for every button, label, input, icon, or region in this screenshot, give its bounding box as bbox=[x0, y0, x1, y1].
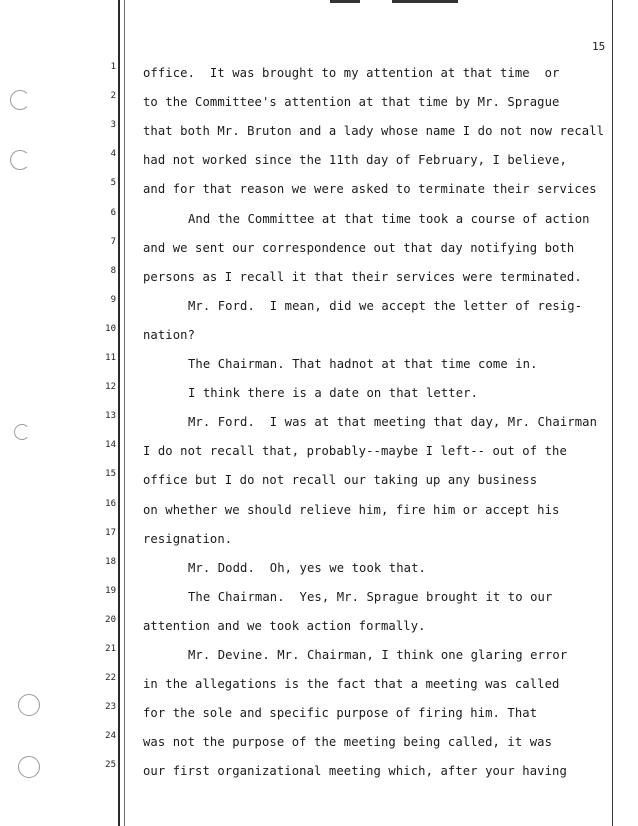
transcript-line: that both Mr. Bruton and a lady whose name I do not now recall bbox=[143, 124, 605, 139]
transcript-line: I do not recall that, probably--maybe I left-- out of the bbox=[143, 444, 567, 459]
line-number: 1 bbox=[110, 62, 116, 72]
punch-hole-mark bbox=[18, 694, 40, 716]
top-edge-mark bbox=[330, 0, 360, 3]
punch-hole-mark bbox=[10, 90, 30, 110]
line-number: 24 bbox=[105, 731, 116, 742]
transcript-line: Mr. Ford. I was at that meeting that day, Mr. Chairman bbox=[188, 415, 598, 430]
transcript-line: nation? bbox=[143, 327, 196, 342]
transcript-line: our first organizational meeting which, after your having bbox=[143, 764, 567, 779]
transcript-line: office but I do not recall our taking up any business bbox=[143, 473, 538, 488]
line-number: 11 bbox=[105, 353, 116, 363]
transcript-line: in the allegations is the fact that a meeting was called bbox=[143, 677, 560, 692]
transcript-line: Mr. Devine. Mr. Chairman, I think one glaring error bbox=[188, 648, 568, 662]
transcript-line: and we sent our correspondence out that day notifying both bbox=[143, 240, 575, 255]
punch-hole-mark bbox=[14, 424, 30, 440]
line-number: 5 bbox=[110, 178, 116, 189]
transcript-line: had not worked since the 11th day of February, I believe, bbox=[143, 153, 567, 168]
transcript-line: on whether we should relieve him, fire him or accept his bbox=[143, 502, 560, 517]
line-number: 13 bbox=[105, 411, 116, 422]
left-margin-rule-inner bbox=[124, 0, 125, 826]
transcript-line: was not the purpose of the meeting being called, it was bbox=[143, 735, 553, 750]
line-number: 17 bbox=[105, 527, 116, 538]
line-number: 4 bbox=[110, 149, 116, 160]
transcript-line: attention and we took action formally. bbox=[143, 618, 426, 633]
line-number: 21 bbox=[105, 644, 116, 654]
line-number: 14 bbox=[105, 440, 116, 451]
line-number: 12 bbox=[105, 382, 116, 393]
transcript-line: The Chairman. That hadnot at that time come in. bbox=[188, 357, 538, 371]
transcript-line: Mr. Dodd. Oh, yes we took that. bbox=[188, 560, 426, 575]
line-number: 2 bbox=[110, 91, 116, 102]
right-margin-rule bbox=[612, 0, 613, 826]
line-number: 3 bbox=[110, 120, 116, 131]
line-number: 19 bbox=[105, 585, 116, 596]
punch-hole-mark bbox=[18, 756, 40, 778]
punch-hole-mark bbox=[10, 150, 30, 170]
top-edge-mark bbox=[392, 0, 458, 3]
line-number: 10 bbox=[105, 323, 116, 334]
transcript-line: for the sole and specific purpose of firing him. That bbox=[143, 706, 538, 721]
line-number: 6 bbox=[110, 207, 116, 218]
left-margin-rule bbox=[118, 0, 120, 826]
line-number: 15 bbox=[105, 469, 116, 480]
line-number: 18 bbox=[105, 556, 116, 567]
transcript-line: persons as I recall it that their services were terminated. bbox=[143, 269, 582, 284]
line-number: 8 bbox=[110, 265, 116, 276]
transcript-line: The Chairman. Yes, Mr. Sprague brought it to our bbox=[188, 589, 553, 604]
line-number: 22 bbox=[105, 673, 116, 684]
transcript-line: to the Committee's attention at that time by Mr. Sprague bbox=[143, 95, 560, 110]
line-number: 25 bbox=[105, 760, 116, 771]
transcript-line: And the Committee at that time took a course of action bbox=[188, 211, 590, 226]
line-number: 23 bbox=[105, 702, 116, 713]
line-number: 7 bbox=[110, 236, 116, 247]
line-number: 9 bbox=[110, 294, 116, 305]
transcript-line: resignation. bbox=[143, 531, 233, 546]
transcript-line: I think there is a date on that letter. bbox=[188, 386, 479, 401]
line-number: 16 bbox=[105, 498, 116, 509]
transcript-line: office. It was brought to my attention at that time or bbox=[143, 66, 560, 80]
page-number: 15 bbox=[592, 40, 606, 53]
line-number: 20 bbox=[105, 614, 116, 625]
transcript-line: Mr. Ford. I mean, did we accept the letter of resig- bbox=[188, 298, 583, 313]
transcript-line: and for that reason we were asked to terminate their services bbox=[143, 182, 597, 197]
